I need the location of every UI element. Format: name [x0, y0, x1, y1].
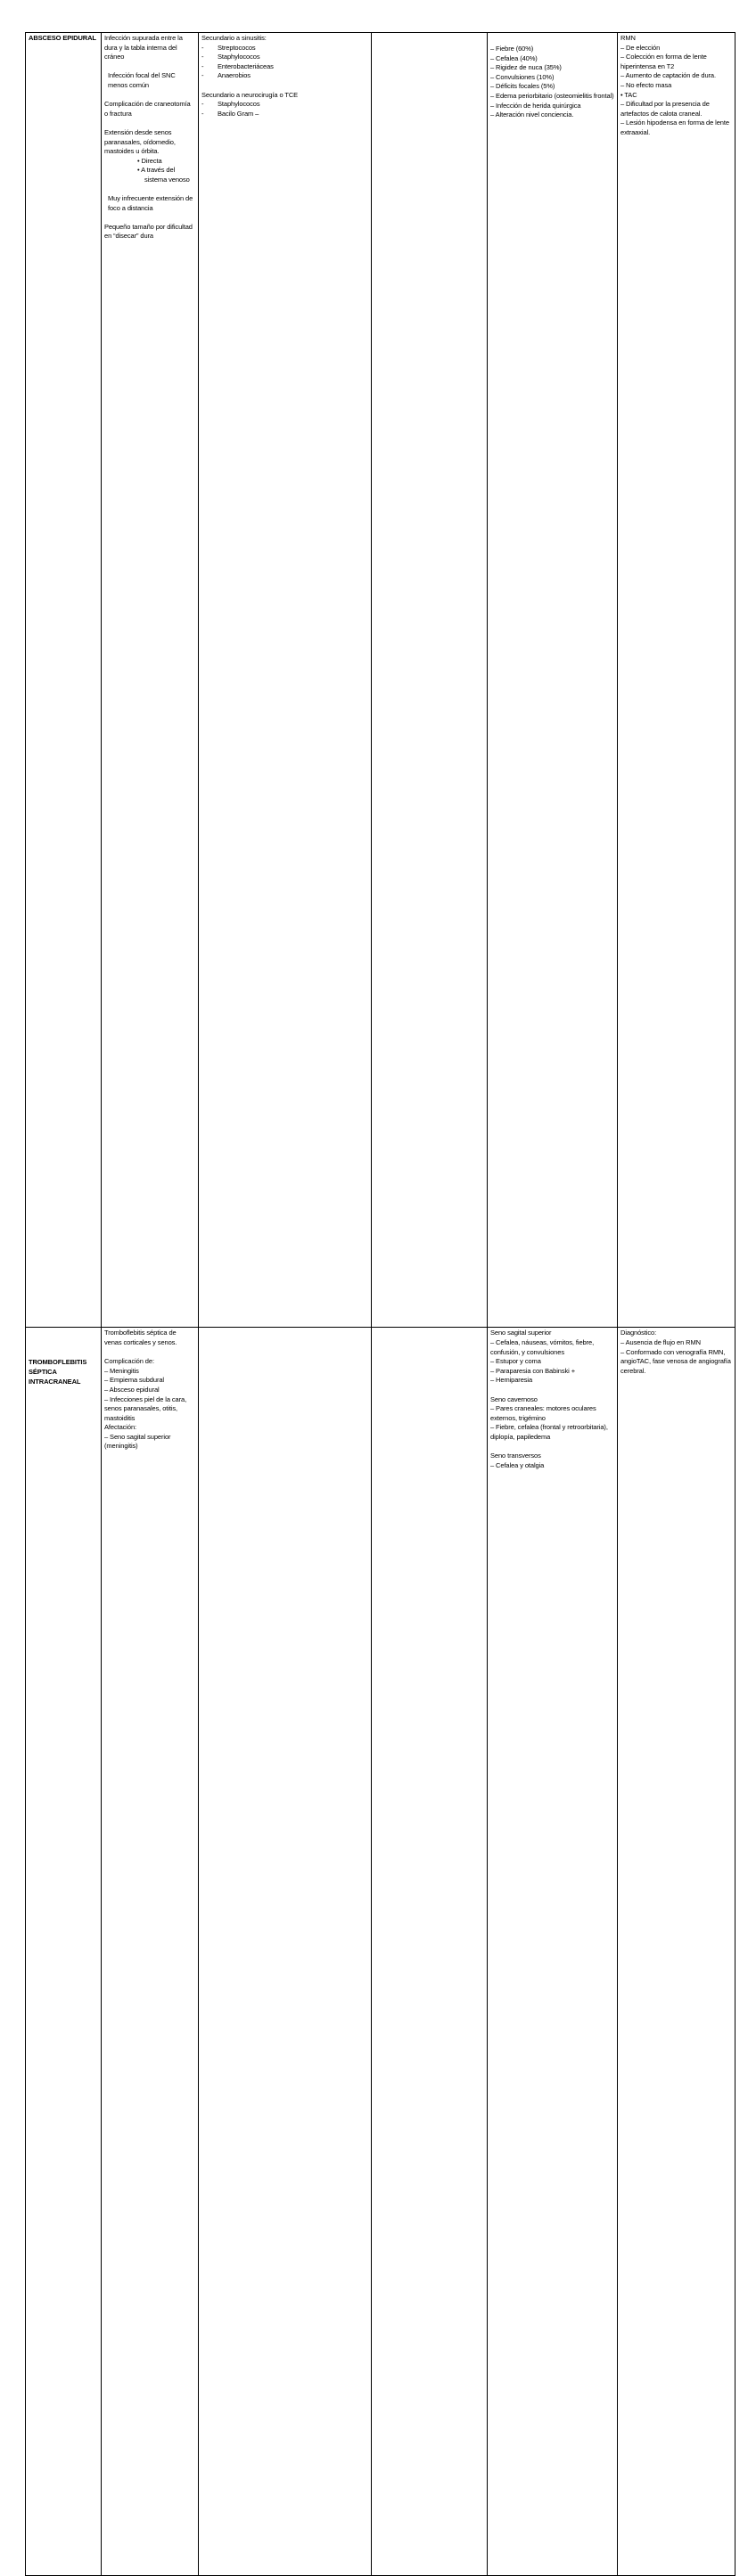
description-line: Pequeño tamaño por dificultad en “disecar” dura: [104, 222, 193, 241]
clinical-line: – Cefalea (40%): [490, 53, 538, 62]
description-line: – Seno sagital superior (meningitis): [104, 1432, 171, 1451]
description-line: Complicación de:: [104, 1357, 154, 1366]
description-cell: [102, 1328, 199, 2575]
etiology-item: - Bacilo Gram –: [201, 109, 259, 118]
empty-cell: [372, 33, 488, 1328]
row-name: TROMBOFLEBITIS SÉPTICA INTRACRANEAL: [29, 1358, 87, 1386]
description-line: – Meningitis: [104, 1366, 139, 1375]
diagnosis-line: • TAC: [620, 90, 637, 99]
diagnosis-line: – Colección en forma de lente hiperintensa en T2: [620, 53, 707, 70]
description-line: Afectación:: [104, 1423, 137, 1432]
diagnosis-line: – De elección: [620, 43, 661, 52]
description-line: Muy infrecuente extensión de foco a distancia: [108, 194, 193, 212]
clinical-line: – Rigidez de nuca (35%): [490, 63, 562, 72]
clinical-line: – Fiebre (60%): [490, 45, 534, 53]
etiology-item: - Streptococos: [201, 43, 256, 52]
etiology-heading: Secundario a neurocirugía o TCE: [201, 90, 299, 99]
diagnosis-line: – Dificultad por la presencia de artefactos de calota craneal.: [620, 100, 710, 118]
diagnosis-line: – Lesión hipodensa en forma de lente extraaxial.: [620, 119, 729, 136]
description-line: Complicación de craneotomía o fractura: [104, 100, 191, 118]
clinical-line: – Pares craneales: motores oculares externos, trigémino: [490, 1404, 596, 1422]
row-tromboflebitis: [26, 1328, 735, 2575]
description-cell: [102, 33, 199, 1328]
description-bullet: • A través del sistema venoso: [137, 166, 190, 184]
description-line: – Absceso epidural: [104, 1385, 160, 1394]
etiology-cell: [199, 33, 372, 1328]
clinical-line: Seno cavernoso: [490, 1394, 538, 1403]
description-line: Tromboflebitis séptica de venas corticales y senos.: [104, 1329, 177, 1346]
diagnosis-line: – No efecto masa: [620, 80, 672, 89]
clinical-line: – Paraparesia con Babinski +: [490, 1366, 575, 1375]
clinical-line: Seno transversos: [490, 1452, 541, 1460]
empty-cell: [372, 1328, 488, 2575]
etiology-item: - Enterobacteriáceas: [201, 61, 274, 70]
diagnosis-cell: [618, 33, 735, 1328]
diagnosis-line: – Conformado con venografía RMN, angioTAC, fase venosa de angiografía cerebral.: [620, 1347, 731, 1375]
clinical-line: – Déficits focales (5%): [490, 82, 555, 91]
etiology-heading: Secundario a sinusitis:: [201, 34, 267, 42]
clinical-line: – Cefalea, náuseas, vómitos, fiebre, confusión, y convulsiones: [490, 1337, 595, 1356]
clinical-line: – Fiebre, cefalea (frontal y retroorbitaria), diplopía, papiledema: [490, 1423, 608, 1441]
diagnosis-line: – Ausencia de flujo en RMN: [620, 1337, 701, 1346]
row-name: ABSCESO EPIDURAL: [29, 34, 96, 42]
description-line: – Infecciones piel de la cara, senos paranasales, otitis, mastoiditis: [104, 1394, 187, 1422]
description-line: Infección focal del SNC menos común: [108, 71, 176, 89]
row-absceso-epidural: [26, 33, 735, 1328]
diagnosis-line: – Aumento de captación de dura.: [620, 71, 716, 80]
clinical-line: – Convulsiones (10%): [490, 72, 555, 81]
name-cell: [26, 1328, 102, 2575]
diagnosis-cell: [618, 1328, 735, 2575]
clinical-line: – Edema periorbitario (osteomielitis frontal): [490, 91, 614, 100]
etiology-item: - Anaerobios: [201, 71, 251, 80]
clinical-line: – Infección de herida quirúrgica: [490, 101, 581, 110]
name-cell: [26, 33, 102, 1328]
clinical-cell: [488, 1328, 618, 2575]
description-line: Infección supurada entre la dura y la tabla interna del cráneo: [104, 34, 183, 61]
clinical-line: – Estupor y coma: [490, 1357, 541, 1366]
clinical-table: [25, 32, 735, 2576]
diagnosis-line: RMN: [620, 34, 636, 42]
etiology-cell: [199, 1328, 372, 2575]
description-bullet: • Directa: [137, 156, 162, 165]
diagnosis-line: Diagnóstico:: [620, 1329, 657, 1337]
description-line: – Empiema subdural: [104, 1376, 164, 1385]
etiology-item: - Staphylococos: [201, 100, 260, 109]
clinical-line: – Cefalea y otalgia: [490, 1460, 545, 1469]
clinical-line: Seno sagital superior: [490, 1329, 552, 1337]
clinical-line: – Hemiparesia: [490, 1376, 533, 1385]
description-line: Extensión desde senos paranasales, oídomedio, mastoides u órbita.: [104, 127, 176, 156]
clinical-line: – Alteración nivel conciencia.: [490, 110, 574, 119]
clinical-cell: [488, 33, 618, 1328]
etiology-item: - Staphylococos: [201, 53, 260, 61]
